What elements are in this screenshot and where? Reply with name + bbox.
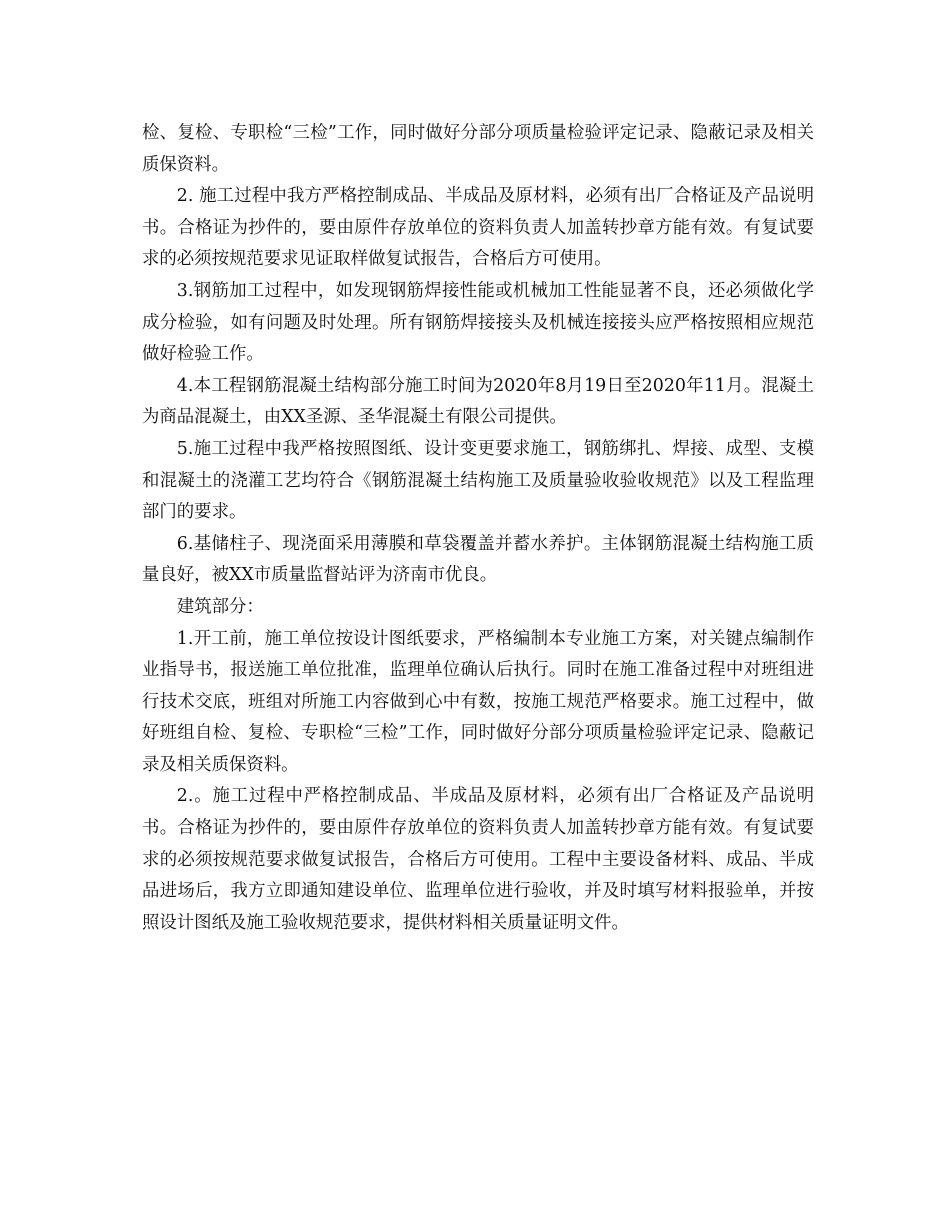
paragraph-architecture-2: 2.。施工过程中严格控制成品、半成品及原材料，必须有出厂合格证及产品说明书。合格证为抄件的，要由原件存放单位的资料负责人加盖转抄章方能有效。有复试要求的必须按规范要求做复试报告，合格后方可使用。工程中主要设备材料、成品、半成品进场后，我方立即通知建设单位、监理单位进行验收，并及时填写材料报验单，并按照设计图纸及施工验收规范要求，提供材料相关质量证明文件。 (142, 786, 814, 933)
paragraph-item-5: 5.施工过程中我严格按照图纸、设计变更要求施工，钢筋绑扎、焊接、成型、支模和混凝土的浇灌工艺均符合《钢筋混凝土结构施工及质量验收验收规范》以及工程监理部门的要求。 (142, 438, 814, 523)
paragraph-item-2: 2. 施工过程中我方严格控制成品、半成品及原材料，必须有出厂合格证及产品说明书。合格证为抄件的，要由原件存放单位的资料负责人加盖转抄章方能有效。有复试要求的必须按规范要求见证取样做复试报告，合格后方可使用。 (142, 186, 814, 270)
paragraph-item-4: 4.本工程钢筋混凝土结构部分施工时间为2020年8月19日至2020年11月。混凝土为商品混凝土，由XX圣源、圣华混凝土有限公司提供。 (142, 375, 814, 428)
document-body (142, 118, 814, 939)
paragraph-item-3: 3.钢筋加工过程中，如发现钢筋焊接性能或机械加工性能显著不良，还必须做化学成分检验，如有问题及时处理。所有钢筋焊接接头及机械连接接头应严格按照相应规范做好检验工作。 (142, 280, 814, 365)
paragraph-continuation: 检、复检、专职检“三检”工作，同时做好分部分项质量检验评定记录、隐蔽记录及相关质保资料。 (142, 123, 814, 175)
paragraph-architecture-1: 1.开工前，施工单位按设计图纸要求，严格编制本专业施工方案，对关键点编制作业指导书，报送施工单位批准，监理单位确认后执行。同时在施工准备过程中对班组进行技术交底，班组对所施工内容做到心中有数，按施工规范严格要求。施工过程中，做好班组自检、复检、专职检“三检”工作，同时做好分部分项质量检验评定记录、隐蔽记录及相关质保资料。 (142, 628, 814, 775)
section-heading-architecture: 建筑部分： (176, 596, 264, 617)
paragraph-item-6: 6.基储柱子、现浇面采用薄膜和草袋覆盖并蓄水养护。主体钢筋混凝土结构施工质量良好，被XX市质量监督站评为济南市优良。 (142, 533, 814, 586)
